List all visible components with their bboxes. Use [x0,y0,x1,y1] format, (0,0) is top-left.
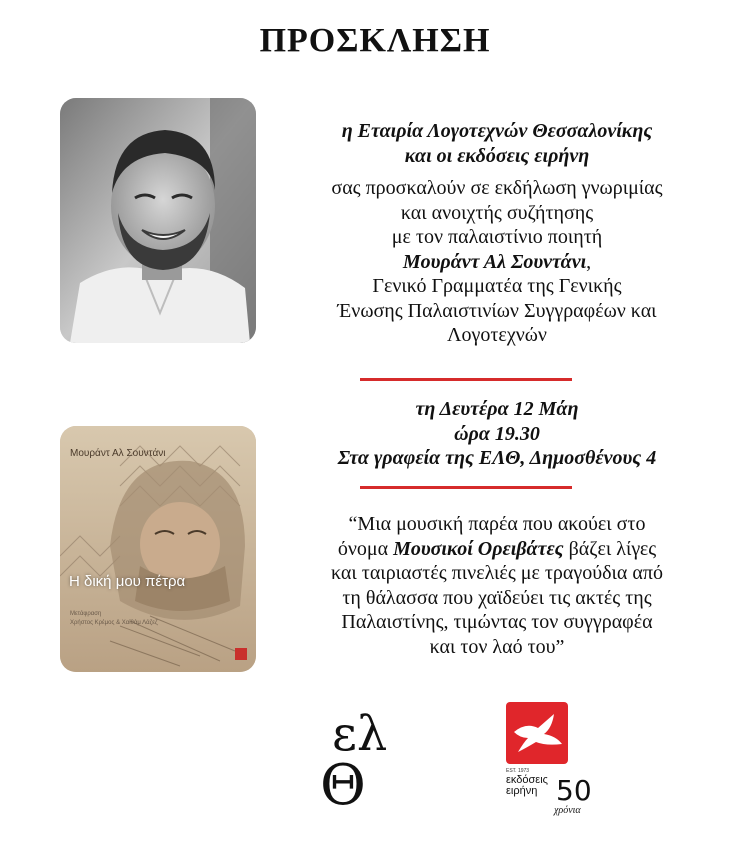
quote-line: και ταιριαστές πινελιές με τραγούδια από [331,562,663,584]
poet-portrait-illustration [60,98,256,343]
organizer-elth: η Εταιρία Λογοτεχνών Θεσσαλονίκης [341,120,653,142]
eirini-name [506,775,548,797]
quote-line: και τον λαό του” [429,635,565,658]
invitation-line: Γενικό Γραμματέα της Γενικής [372,275,622,297]
invitation-line: σας προσκαλούν σε εκδήλωση γνωριμίας [331,177,663,199]
quote-fragment: βάζει λίγες [563,537,657,560]
quote-fragment: όνομα [337,537,394,560]
poet-name-line [262,250,732,275]
quote-line [262,537,732,562]
event-date: τη Δευτέρα 12 Μάη [415,398,579,420]
book-translator-names: Χρήστος Κρέμος & Χαϊθάμ Λάζεζ [70,620,158,626]
elth-theta: Θ [320,753,366,808]
elth-letters: ελ [332,706,388,762]
quote-line: “Μια μουσική παρέα που ακούει στο [348,513,646,535]
quote-line: τη θάλασσα που χαϊδεύει τις ακτές της [342,586,652,609]
quote [262,512,732,659]
book-cover [60,426,256,672]
eirini-years: χρόνια [554,805,581,816]
book-translator [70,610,158,628]
event-time: ώρα 19.30 [454,422,540,445]
invitation-line: Λογοτεχνών [447,324,547,346]
book-title: Η δική μου πέτρα [69,573,186,590]
event-location: Στα γραφεία της ΕΛΘ, Δημοσθένους 4 [337,447,657,469]
page-title: ΠΡΟΣΚΛΗΣΗ [259,22,491,59]
invitation-line: Ένωσης Παλαιστινίων Συγγραφέων και [337,299,657,322]
event-details [262,397,732,471]
book-cover-illustration [60,426,256,672]
invitation-line: με τον παλαιστίνιο ποιητή [391,226,603,248]
divider-bottom [360,486,572,489]
eirini-fifty: 50 [556,774,592,807]
divider-top [360,378,572,381]
invitation-line: και ανοιχτής συζήτησης [400,201,594,224]
eirini-line1: εκδόσεις [506,774,548,786]
book-translator-label: Μετάφραση [70,611,102,617]
poet-name: Μουράντ Αλ Σουντάνι [402,250,587,273]
dove-icon [506,702,568,764]
invitation-text [262,176,732,348]
eirini-line2: ειρήνη [506,785,538,797]
elth-logo [318,698,408,813]
book-publisher-mark [235,648,247,660]
quote-line: Παλαιστίνης, τιμώντας τον συγγραφέα [341,611,653,633]
eirini-logo [496,702,596,822]
organizers [262,119,732,168]
poet-name-comma: , [586,250,592,273]
book-author: Μουράντ Αλ Σουντάνι [70,448,166,459]
eirini-est: EST. 1973 [506,768,530,774]
band-name: Μουσικοί Ορειβάτες [393,537,564,560]
organizer-eirini: και οι εκδόσεις ειρήνη [404,144,590,167]
elth-monogram-icon [318,698,408,808]
poet-photo [60,98,256,343]
